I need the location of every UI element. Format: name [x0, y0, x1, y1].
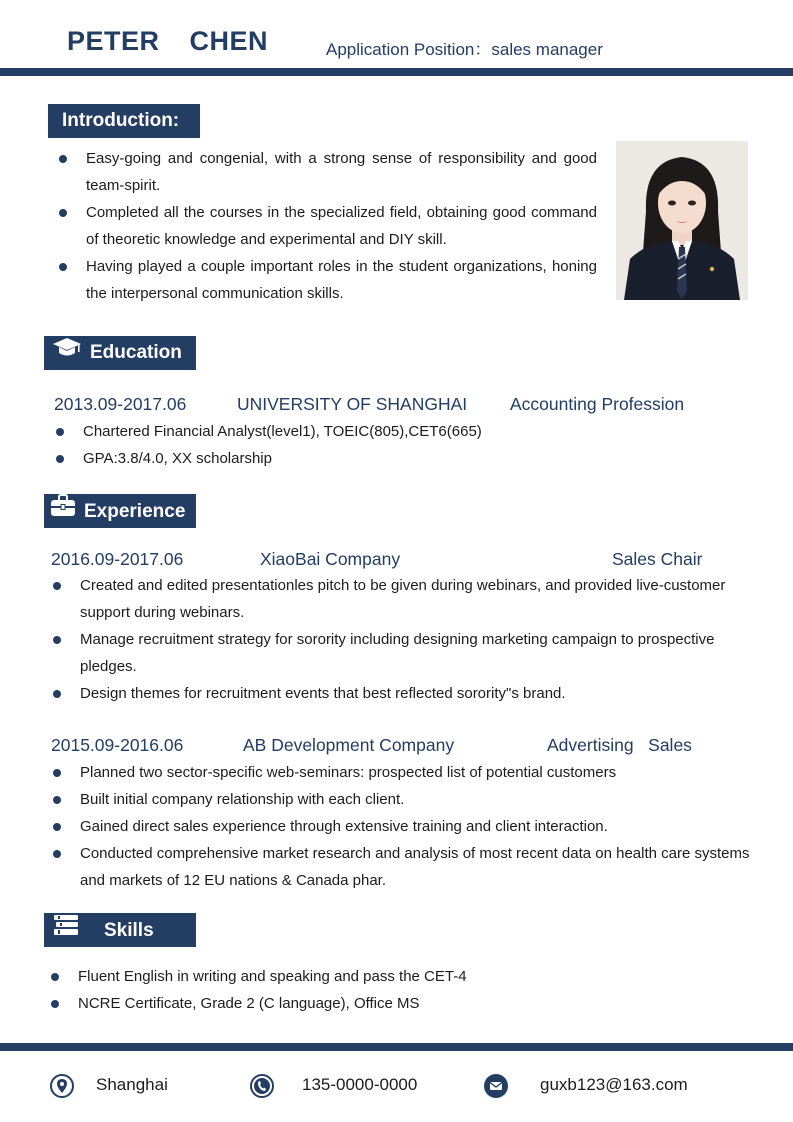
- location-pin-icon: [50, 1074, 74, 1098]
- job-period: 2015.09-2016.06: [51, 735, 184, 755]
- section-header-introduction: [48, 104, 200, 138]
- candidate-name: [67, 26, 268, 57]
- list-item: GPA:3.8/4.0, XX scholarship: [83, 445, 763, 472]
- contact-email: guxb123@163.com: [540, 1075, 688, 1094]
- education-period: 2013.09-2017.06: [54, 394, 187, 414]
- profile-photo: [616, 141, 748, 300]
- list-item: Easy-going and congenial, with a strong sense of responsibility and good team-spirit.: [86, 145, 597, 199]
- briefcase-icon: [50, 494, 76, 530]
- phone-icon: [250, 1074, 274, 1098]
- skills-list: [78, 963, 758, 1017]
- job-role: Sales Chair: [612, 549, 703, 569]
- list-item: Conducted comprehensive market research and analysis of most recent data on health care systems and markets of 12 EU nations & Canada phar.: [80, 840, 760, 894]
- section-title: Education: [90, 342, 182, 364]
- job-period: 2016.09-2017.06: [51, 549, 184, 569]
- list-item: NCRE Certificate, Grade 2 (C language), Office MS: [78, 990, 758, 1017]
- job-role: Advertising Sales: [547, 735, 692, 755]
- section-header-skills: [44, 913, 196, 947]
- list-item: Having played a couple important roles in the student organizations, honing the interpersonal communication skills.: [86, 253, 597, 307]
- first-name: PETER: [67, 26, 160, 56]
- list-item: Gained direct sales experience through extensive training and client interaction.: [80, 813, 760, 840]
- last-name: CHEN: [189, 26, 269, 56]
- list-item: Built initial company relationship with each client.: [80, 786, 760, 813]
- section-header-experience: [44, 494, 196, 528]
- list-item: Manage recruitment strategy for sorority including designing marketing campaign to prospective pledges.: [80, 626, 743, 680]
- job-company: XiaoBai Company: [260, 549, 401, 569]
- books-icon: [52, 913, 80, 949]
- list-item: Design themes for recruitment events that best reflected sorority"s brand.: [80, 680, 743, 707]
- job-company: AB Development Company: [243, 735, 455, 755]
- introduction-list: [86, 145, 597, 307]
- education-major: Accounting Profession: [510, 394, 685, 414]
- email-icon: [484, 1074, 508, 1098]
- section-title: Experience: [84, 501, 186, 523]
- contact-phone: 135-0000-0000: [302, 1075, 418, 1094]
- footer-divider: [0, 1043, 793, 1051]
- job-duties-list: [80, 572, 743, 707]
- application-position: Application Position：sales manager: [326, 40, 603, 59]
- section-header-education: [44, 336, 196, 370]
- header-divider: [0, 68, 793, 76]
- list-item: Planned two sector-specific web-seminars: prospected list of potential customers: [80, 759, 760, 786]
- graduation-cap-icon: [52, 336, 82, 370]
- education-school: UNIVERSITY OF SHANGHAI: [237, 394, 468, 414]
- list-item: Fluent English in writing and speaking and pass the CET-4: [78, 963, 758, 990]
- contact-location: Shanghai: [96, 1075, 168, 1094]
- list-item: Created and edited presentationles pitch to be given during webinars, and provided live-customer support during webinars.: [80, 572, 743, 626]
- job-duties-list: [80, 759, 760, 894]
- list-item: Completed all the courses in the specialized field, obtaining good command of theoretic knowledge and experimental and DIY skill.: [86, 199, 597, 253]
- section-title: Introduction:: [62, 110, 180, 131]
- section-title: Skills: [104, 920, 154, 942]
- education-list: [83, 418, 763, 472]
- list-item: Chartered Financial Analyst(level1), TOEIC(805),CET6(665): [83, 418, 763, 445]
